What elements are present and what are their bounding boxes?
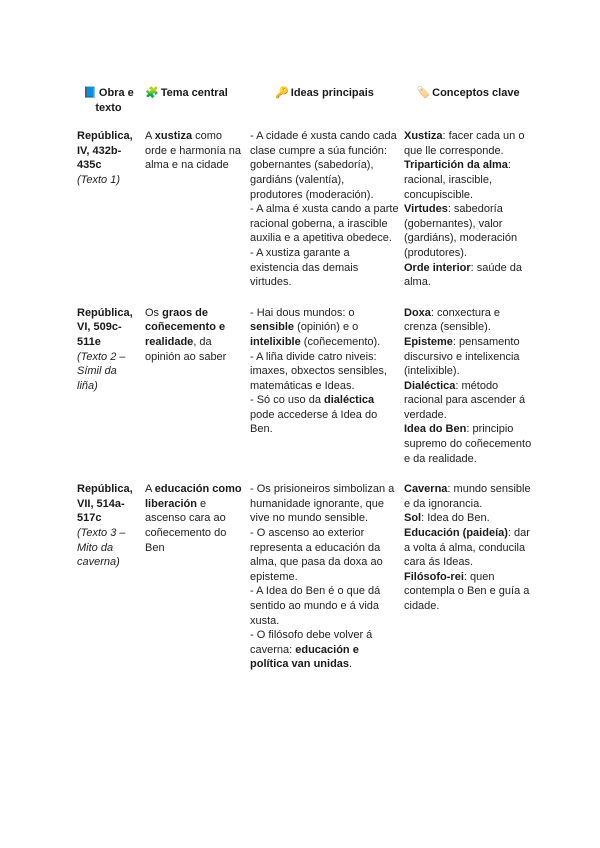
header-theme-label: Tema central — [160, 87, 228, 99]
cell-line — [250, 246, 399, 290]
theme-cell — [140, 306, 245, 483]
cell-line — [404, 570, 532, 614]
text-run: : mundo sensible e da ignorancia. — [404, 483, 531, 510]
bold-term: Doxa — [404, 306, 431, 319]
header-work-label: Obra e texto — [95, 87, 134, 114]
cell-line — [250, 202, 399, 246]
text-run: - Os prisioneiros simbolizan a humanidade ignorante, que vive no mundo sensible. — [250, 483, 395, 525]
concepts-cell — [399, 129, 532, 306]
header-ideas — [245, 86, 399, 129]
text-run: - Hai dous mundos: o — [250, 306, 355, 319]
bold-term: graos de coñecemento e realidade — [145, 306, 226, 348]
text-run: - O filósofo debe volver á caverna: — [250, 629, 373, 656]
text-run: como orde e harmonía na alma e na cidade — [145, 130, 242, 172]
text-run: - A alma é xusta cando a parte racional goberna, a irascible auxilia e a apetitiva obedece. — [250, 203, 399, 245]
concepts-cell — [399, 482, 532, 688]
bold-term: educación e política van unidas — [250, 643, 359, 671]
puzzle-piece-icon: 🧩 — [145, 86, 159, 99]
bold-term: Episteme — [404, 335, 453, 348]
text-run: : pensamento discursivo e intelixencia (intelixible). — [404, 335, 520, 378]
text-run: : saúde da alma. — [404, 261, 522, 289]
bold-term: Tripartición da alma — [404, 159, 508, 172]
cell-line — [250, 526, 399, 584]
bold-term: Sol — [404, 512, 422, 525]
work-reference: República, VII, 514a-517c — [77, 483, 133, 525]
bold-term: educación como liberación — [145, 483, 242, 510]
text-run: , da opinión ao saber — [145, 335, 227, 363]
text-run: : dar a volta á alma, conducila cara ás Ideas. — [404, 527, 530, 569]
bold-term: Idea do Ben — [404, 423, 467, 436]
text-run: - Só co uso da — [250, 394, 324, 407]
text-run: (coñecemento). — [300, 335, 381, 348]
work-reference: República, IV, 432b-435c — [77, 130, 133, 172]
header-concepts-label: Conceptos clave — [432, 87, 520, 99]
bold-term: dialéctica — [324, 394, 375, 407]
cell-line — [404, 335, 532, 379]
text-run: : principio supremo do coñecemento e da realidade. — [404, 423, 532, 465]
cell-line — [404, 511, 532, 526]
text-label: (Texto 1) — [77, 173, 121, 186]
bold-term: Filósofo-rei — [404, 570, 464, 583]
cell-line — [404, 158, 532, 202]
bold-term: Xustiza — [404, 130, 443, 143]
text-run: - A xustiza garante a existencia das demais virtudes. — [250, 246, 359, 289]
bold-term: Virtudes — [404, 203, 448, 216]
cell-line — [250, 393, 399, 437]
cell-line — [250, 482, 399, 526]
text-run: : conxectura e crenza (sensible). — [404, 306, 500, 334]
text-run: pode accederse á Idea do Ben. — [250, 408, 378, 436]
bold-term: Caverna — [404, 483, 448, 496]
text-run: - A cidade é xusta cando cada clase cumpre a súa función: gobernantes (sabedoría), gardiáns (valentía), produtores (moderación). — [250, 130, 397, 201]
ideas-cell — [245, 306, 399, 483]
text-run: : racional, irascible, concupiscible. — [404, 159, 511, 201]
text-run: A — [145, 130, 155, 143]
text-run: - O ascenso ao exterior representa a educación da alma, que pasa da doxa ao episteme. — [250, 527, 383, 583]
work-cell — [72, 306, 140, 483]
text-run: : facer cada un o que lle corresponde. — [404, 130, 525, 157]
cell-line — [404, 261, 532, 290]
work-cell — [72, 129, 140, 306]
table-row — [72, 306, 532, 483]
text-label: (Texto 3 – Mito da caverna) — [77, 527, 126, 569]
work-cell — [72, 482, 140, 688]
cell-line — [404, 379, 532, 423]
text-run: . — [349, 658, 353, 671]
cell-line — [404, 306, 532, 335]
cell-line — [404, 202, 532, 260]
bold-term: Orde interior — [404, 261, 471, 274]
text-run: : quen contempla o Ben e guía a cidade. — [404, 570, 530, 612]
ideas-cell — [245, 482, 399, 688]
text-run: : sabedoría (gobernantes), valor (gardiáns), moderación (produtores). — [404, 203, 518, 259]
plato-republic-table — [72, 86, 532, 688]
cell-line — [250, 306, 399, 350]
ideas-cell — [245, 129, 399, 306]
bold-term: intelixible — [250, 335, 301, 348]
header-work — [72, 86, 140, 129]
bold-term: sensible — [250, 321, 295, 334]
header-concepts — [399, 86, 532, 129]
text-run: : método racional para ascender á verdade. — [404, 379, 526, 421]
text-label: (Texto 2 – Símil da liña) — [77, 350, 126, 392]
header-theme — [140, 86, 245, 129]
table-row — [72, 482, 532, 688]
text-run: A — [145, 483, 155, 496]
theme-cell — [140, 482, 245, 688]
book-icon: 📘 — [83, 86, 97, 99]
text-run: - A liña divide catro niveis: imaxes, obxectos sensibles, matemáticas e Ideas. — [250, 350, 387, 392]
table-row — [72, 129, 532, 306]
bold-term: Educación (paideía) — [404, 527, 508, 540]
cell-line — [250, 628, 399, 672]
work-reference: República, VI, 509c-511e — [77, 306, 133, 348]
bold-term: Dialéctica — [404, 379, 456, 392]
text-run: : Idea do Ben. — [421, 512, 490, 525]
text-run: - A Idea do Ben é o que dá sentido ao mundo e á vida xusta. — [250, 585, 381, 627]
cell-line — [250, 584, 399, 628]
cell-line — [250, 129, 399, 202]
cell-line — [404, 526, 532, 570]
text-run: Os — [145, 306, 163, 319]
header-row — [72, 86, 532, 129]
concepts-cell — [399, 306, 532, 483]
cell-line — [404, 129, 532, 158]
bold-term: xustiza — [154, 130, 193, 143]
label-tag-icon: 🏷️ — [416, 86, 431, 99]
text-run: (opinión) e o — [294, 321, 359, 334]
key-icon: 🔑 — [275, 86, 289, 99]
cell-line — [404, 422, 532, 466]
cell-line — [404, 482, 532, 511]
header-ideas-label: Ideas principais — [290, 87, 374, 99]
theme-cell — [140, 129, 245, 306]
text-run: e ascenso cara ao coñecemento do Ben — [145, 497, 227, 554]
cell-line — [250, 350, 399, 394]
